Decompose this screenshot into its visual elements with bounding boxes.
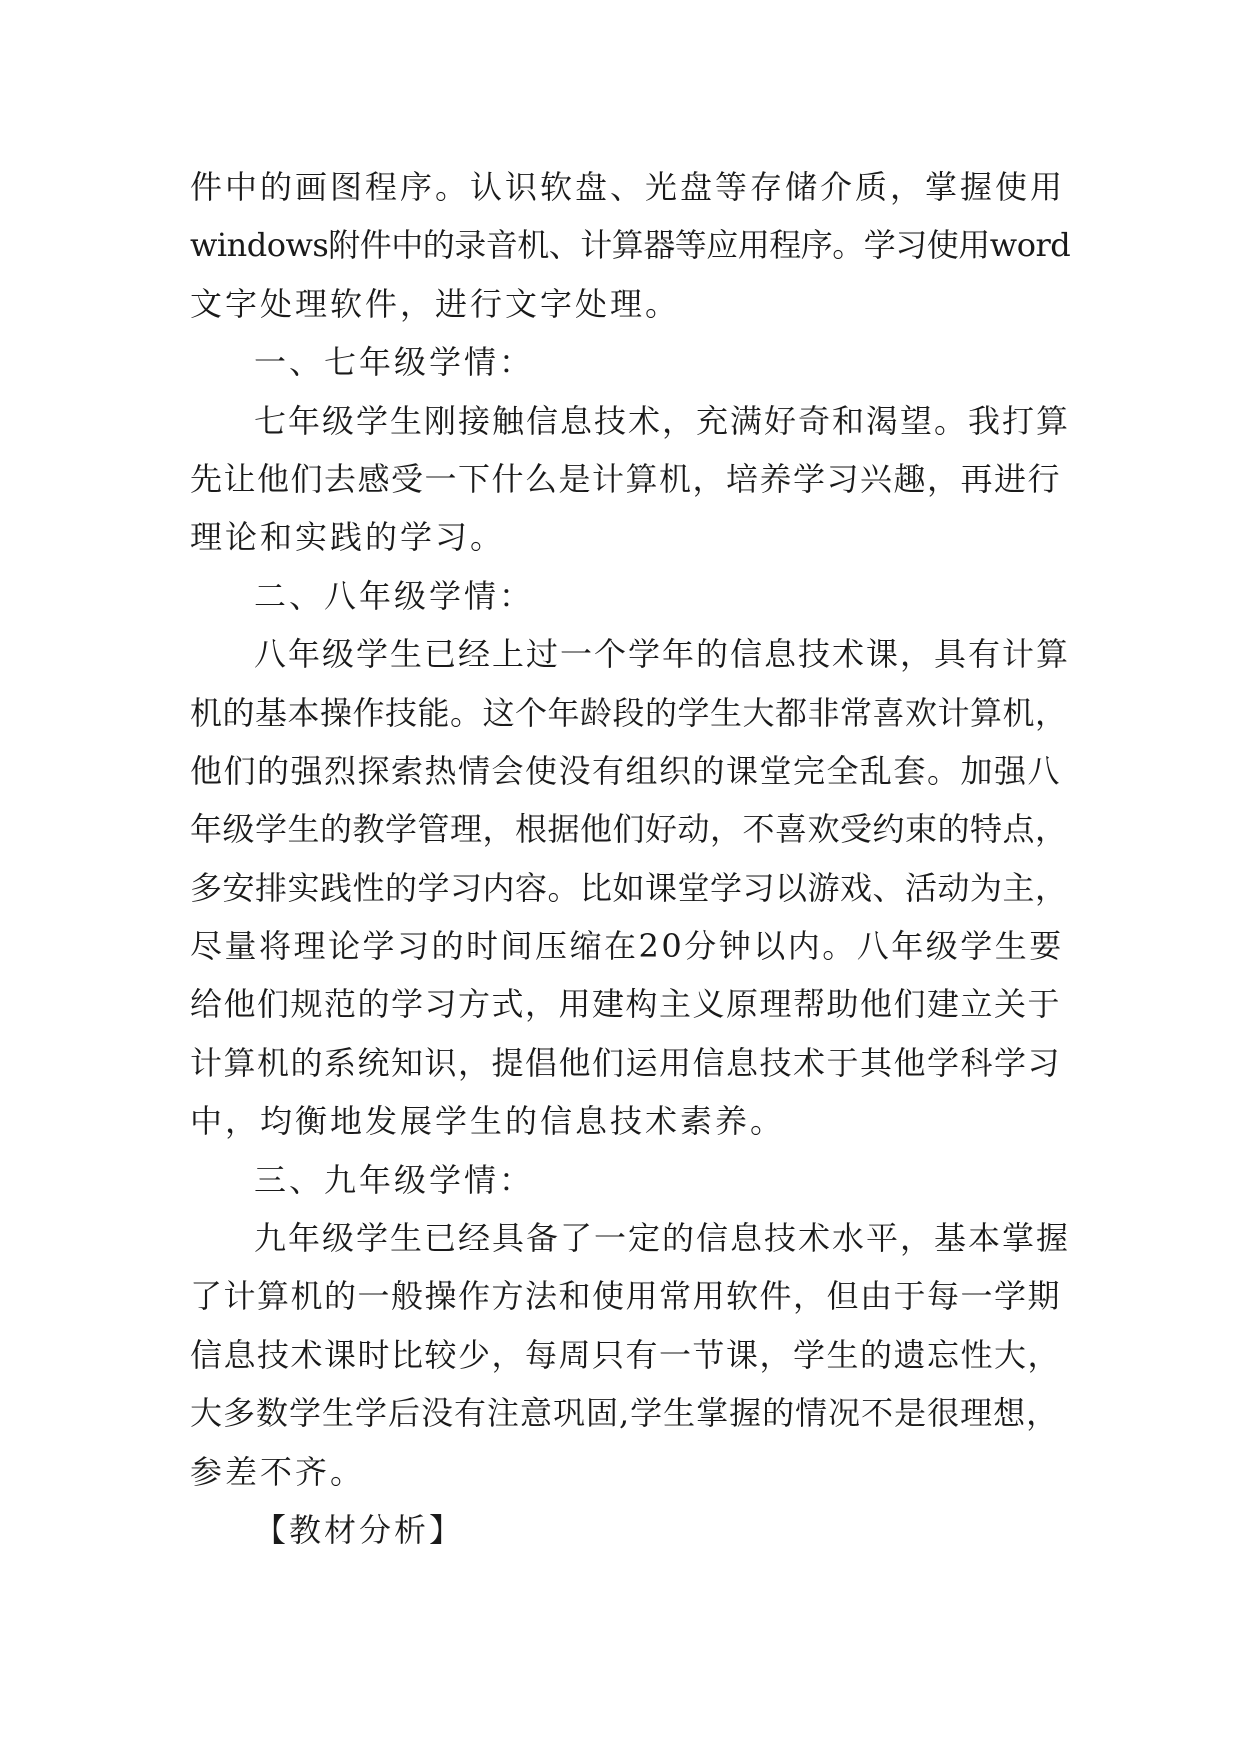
text-line: 三、九年级学情： bbox=[254, 1160, 535, 1199]
text-line: 多安排实践性的学习内容。比如课堂学习以游戏、活动为主， bbox=[190, 868, 1068, 907]
text-line: 中，均衡地发展学生的信息技术素养。 bbox=[190, 1102, 786, 1141]
text-line: 年级学生的教学管理，根据他们好动，不喜欢受约束的特点， bbox=[190, 810, 1068, 849]
text-line: 信息技术课时比较少，每周只有一节课，学生的遗忘性大， bbox=[190, 1335, 1062, 1374]
text-line: 给他们规范的学习方式，用建构主义原理帮助他们建立关于 bbox=[190, 985, 1062, 1024]
text-line: 件中的画图程序。认识软盘、光盘等存储介质，掌握使用 bbox=[190, 168, 1066, 206]
text-line: 机的基本操作技能。这个年龄段的学生大都非常喜欢计算机， bbox=[190, 693, 1068, 732]
text-line: 二、八年级学情： bbox=[254, 576, 535, 615]
text-line: 大多数学生学后没有注意巩固,学生掌握的情况不是很理想， bbox=[190, 1394, 1060, 1433]
text-line: 文字处理软件，进行文字处理。 bbox=[190, 284, 681, 323]
document-body bbox=[190, 158, 1070, 1559]
text-line: 八年级学生已经上过一个学年的信息技术课，具有计算 bbox=[254, 635, 1071, 674]
text-line: 他们的强烈探索热情会使没有组织的课堂完全乱套。加强八 bbox=[190, 751, 1062, 790]
text-line: 尽量将理论学习的时间压缩在20分钟以内。八年级学生要 bbox=[190, 927, 1064, 966]
text-line: 九年级学生已经具备了一定的信息技术水平，基本掌握 bbox=[254, 1219, 1071, 1258]
text-line: 参差不齐。 bbox=[190, 1452, 366, 1491]
text-line: 一、七年级学情： bbox=[254, 343, 535, 382]
text-line: windows附件中的录音机、计算器等应用程序。学习使用word bbox=[190, 226, 1071, 265]
text-line: 了计算机的一般操作方法和使用常用软件，但由于每一学期 bbox=[190, 1277, 1062, 1316]
text-line: 七年级学生刚接触信息技术，充满好奇和渴望。我打算 bbox=[254, 401, 1071, 440]
text-line: 理论和实践的学习。 bbox=[190, 518, 506, 557]
text-line: 计算机的系统知识，提倡他们运用信息技术于其他学科学习 bbox=[190, 1043, 1062, 1082]
text-line: 先让他们去感受一下什么是计算机，培养学习兴趣，再进行 bbox=[190, 459, 1062, 498]
text-line: 【教材分析】 bbox=[254, 1510, 465, 1549]
